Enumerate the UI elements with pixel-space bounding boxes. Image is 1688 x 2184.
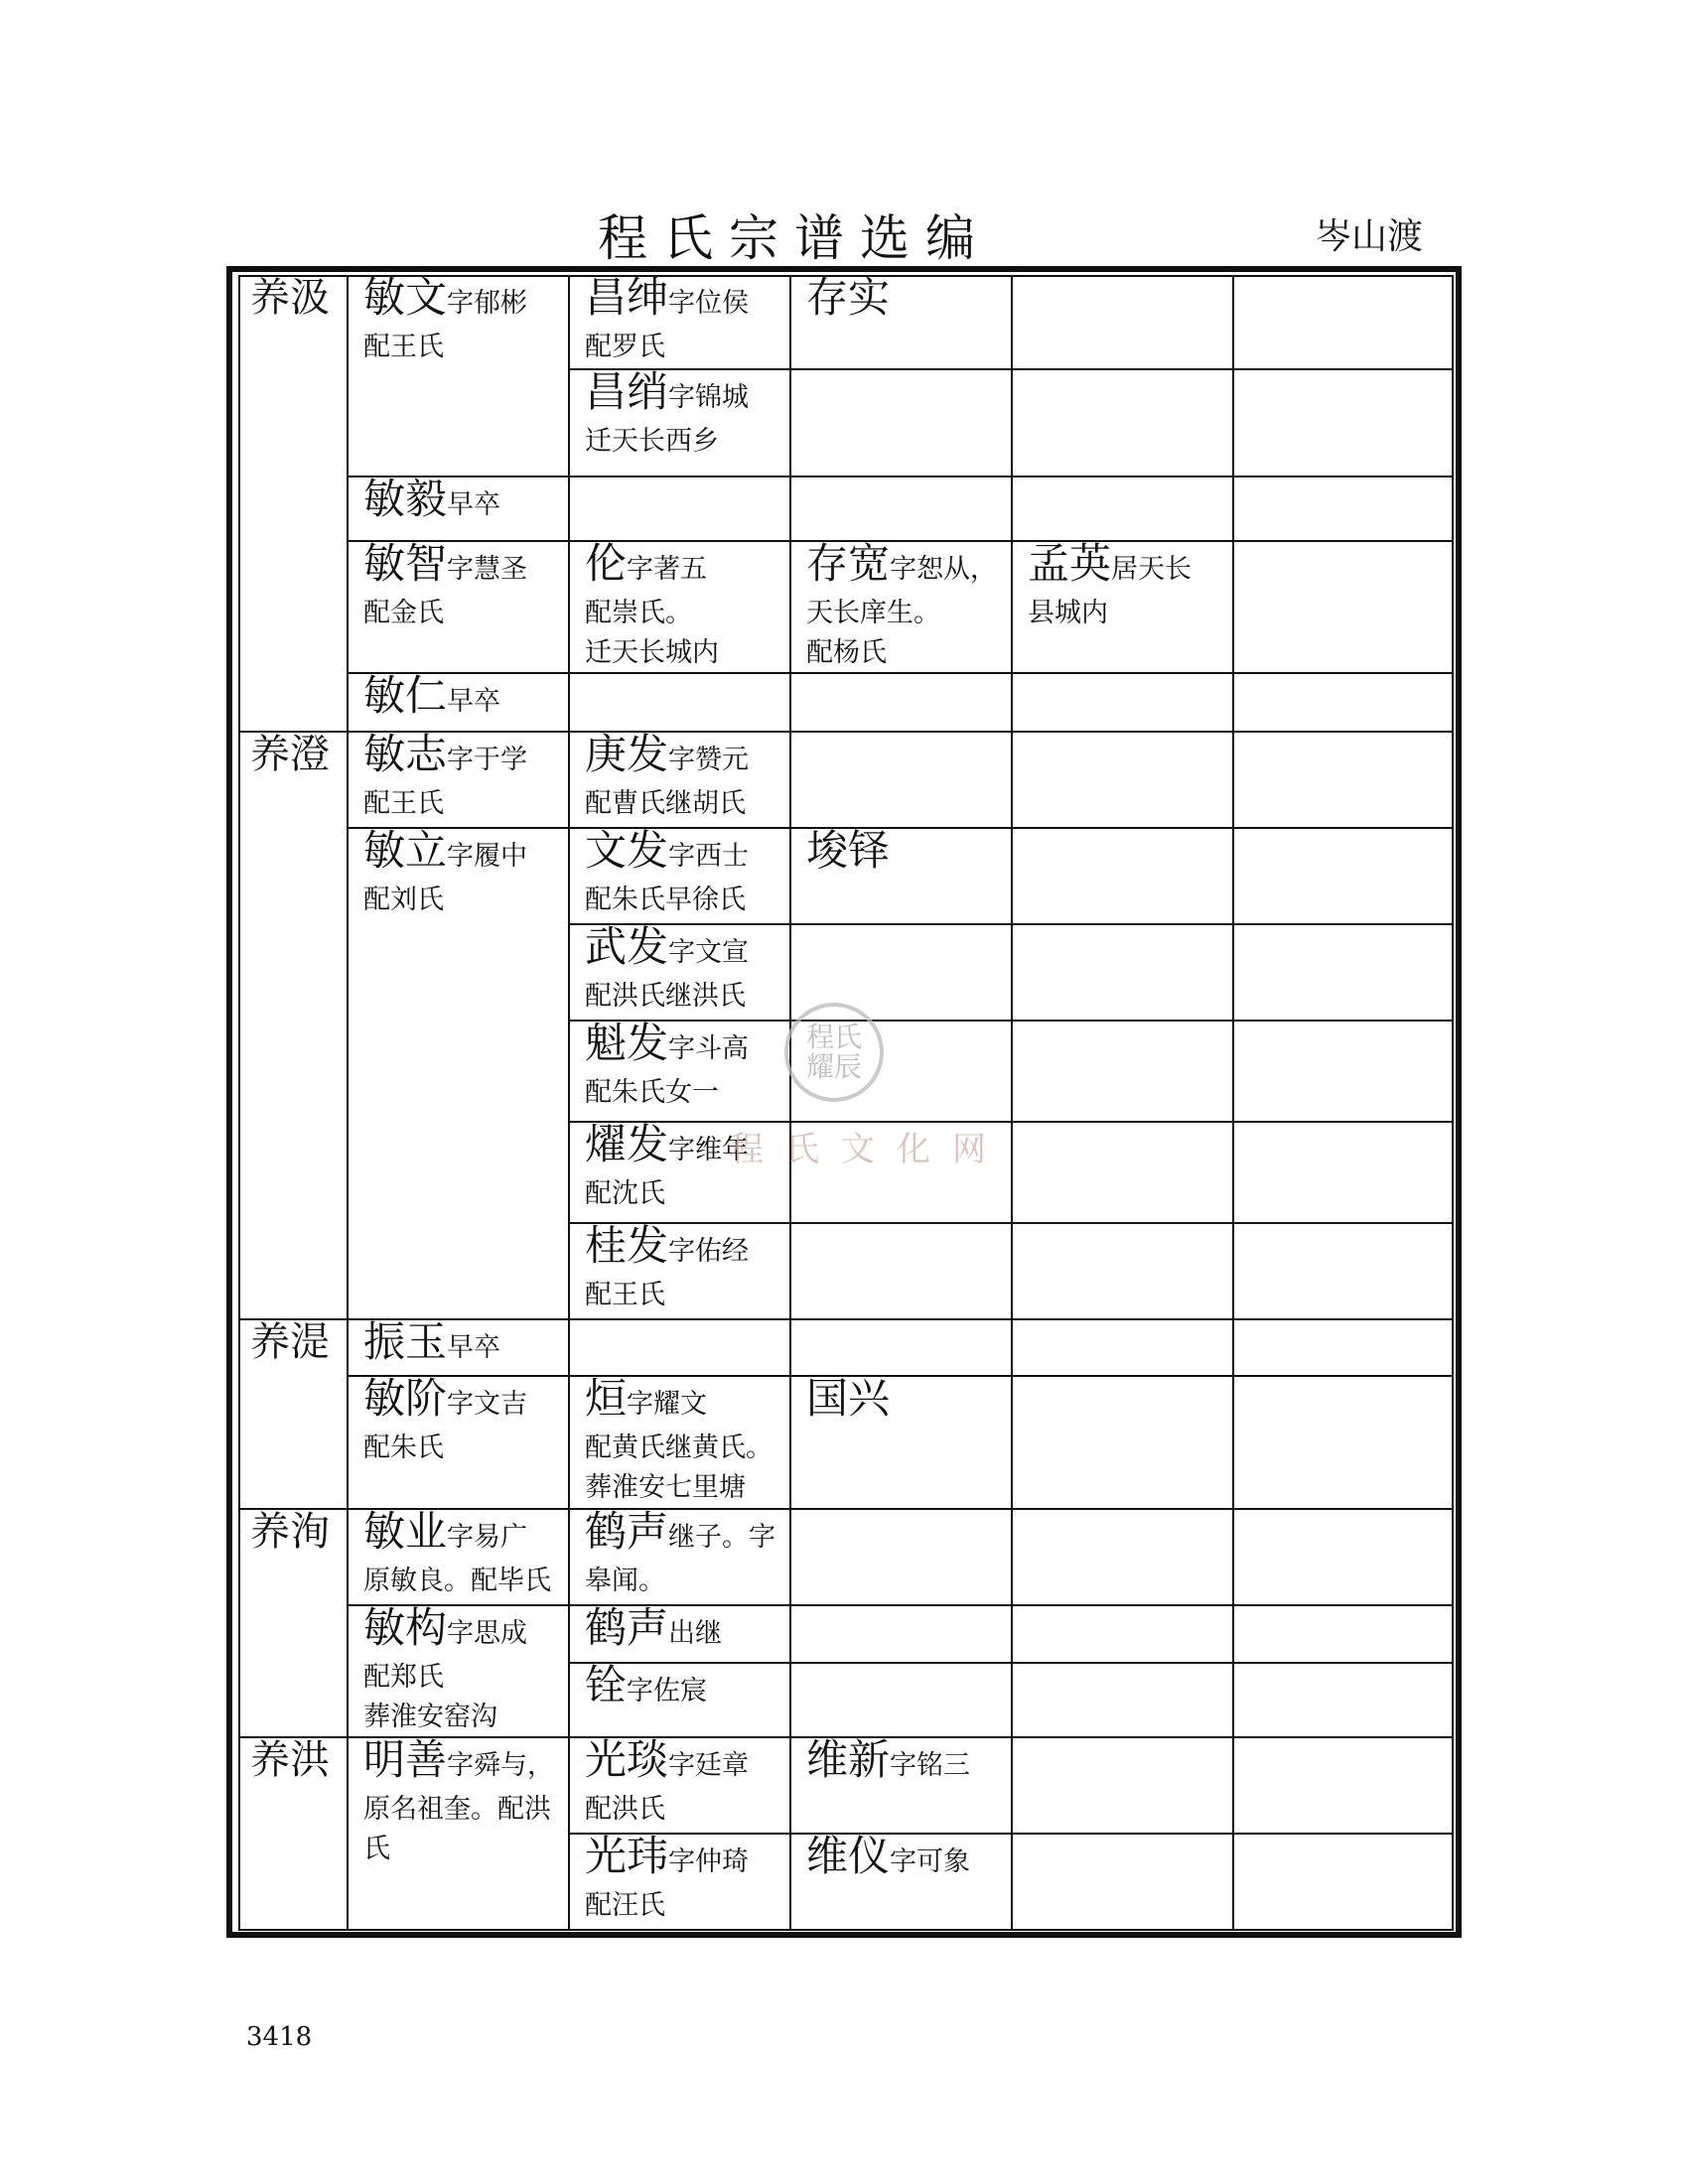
person-detail: 配汪氏 — [585, 1890, 665, 1921]
person-note: 字慧圣 — [447, 554, 528, 585]
person-note: 字思成 — [447, 1618, 528, 1649]
person-detail: 县城内 — [1028, 598, 1108, 628]
person-note: 出继 — [668, 1618, 723, 1649]
person-entry — [569, 1376, 790, 1508]
person-name: 光玮 — [585, 1834, 669, 1880]
person-name: 光琰 — [585, 1737, 669, 1784]
person-entry — [348, 1319, 569, 1372]
person-name: 烜 — [585, 1376, 628, 1423]
person-entry — [790, 1376, 1012, 1429]
person-entry — [569, 541, 790, 673]
person-name: 燿发 — [585, 1122, 669, 1168]
person-entry — [348, 275, 569, 367]
person-note: 字佐宸 — [627, 1676, 708, 1706]
person-detail: 配金氏 — [363, 598, 444, 628]
person-detail: 配王氏 — [585, 1280, 665, 1310]
generation-name: 养洵 — [250, 1509, 330, 1553]
person-name: 桂发 — [585, 1223, 669, 1270]
generation-name: 养洪 — [250, 1737, 330, 1781]
person-name: 昌绡 — [585, 369, 669, 416]
person-entry — [790, 1737, 1012, 1790]
person-name: 鹤声 — [585, 1509, 669, 1556]
generation-name: 养汲 — [250, 275, 330, 319]
person-entry — [569, 1021, 790, 1113]
person-entry — [348, 673, 569, 726]
person-note: 字郁彬 — [447, 288, 528, 319]
person-detail: 皋闻。 — [585, 1566, 665, 1596]
person-name: 铨 — [585, 1663, 628, 1709]
person-note: 字文宣 — [668, 937, 750, 968]
person-note: 早卒 — [447, 1332, 501, 1363]
person-note: 早卒 — [447, 686, 501, 717]
person-note: 字履中 — [447, 841, 528, 872]
person-name: 敏立 — [363, 828, 448, 875]
person-name: 振玉 — [363, 1319, 448, 1366]
person-entry — [569, 1223, 790, 1315]
person-detail: 配王氏 — [363, 788, 444, 819]
person-name: 文发 — [585, 828, 669, 875]
person-name: 敏仁 — [363, 673, 448, 720]
person-entry — [348, 732, 569, 824]
person-entry — [790, 1834, 1012, 1886]
generation-name: 养湜 — [250, 1319, 330, 1363]
person-detail: 配沈氏 — [585, 1178, 665, 1209]
person-detail: 配黄氏继黄氏。 — [585, 1433, 773, 1463]
person-note: 字维年 — [668, 1135, 750, 1165]
person-detail: 氏 — [363, 1834, 390, 1864]
person-note: 字锦城 — [668, 382, 750, 413]
person-detail: 葬淮安七里塘 — [585, 1472, 746, 1503]
person-entry — [569, 1737, 790, 1830]
person-name: 敏智 — [363, 541, 448, 588]
person-note: 字廷章 — [668, 1750, 750, 1781]
person-note: 字恕从， — [890, 554, 998, 585]
watermark-seal: 程氏 耀辰 — [784, 1003, 884, 1102]
person-name: 敏毅 — [363, 477, 448, 523]
person-name: 敏志 — [363, 732, 448, 778]
person-note: 字铭三 — [890, 1750, 971, 1781]
person-note: 字佑经 — [668, 1236, 750, 1267]
person-note: 字仲琦 — [668, 1846, 750, 1877]
person-entry — [569, 828, 790, 920]
person-name: 埈铎 — [806, 828, 891, 875]
person-note: 字易广 — [447, 1522, 528, 1553]
person-entry — [348, 828, 569, 920]
person-entry — [348, 541, 569, 633]
person-name: 敏业 — [363, 1509, 448, 1556]
person-name: 存实 — [806, 275, 891, 322]
person-note: 字著五 — [627, 554, 708, 585]
person-detail: 配郑氏 — [363, 1662, 444, 1693]
person-detail: 配曹氏继胡氏 — [585, 788, 746, 819]
person-detail: 配洪氏继洪氏 — [585, 981, 746, 1012]
person-note: 字耀文 — [627, 1389, 708, 1420]
person-name: 魁发 — [585, 1021, 669, 1067]
branch-label: 岑山渡 — [1316, 216, 1424, 257]
person-name: 孟英 — [1028, 541, 1112, 588]
person-entry — [569, 275, 790, 367]
person-name: 敏阶 — [363, 1376, 448, 1423]
person-entry — [790, 275, 1012, 328]
person-name: 武发 — [585, 924, 669, 971]
person-name: 伦 — [585, 541, 628, 588]
person-detail: 天长庠生。 — [806, 598, 940, 628]
column-divider — [1232, 275, 1234, 1931]
person-detail: 迁天长城内 — [585, 637, 719, 668]
person-detail: 原敏良。配毕氏 — [363, 1566, 551, 1596]
person-name: 明善 — [363, 1737, 448, 1784]
person-name: 维新 — [806, 1737, 891, 1784]
person-name: 存宽 — [806, 541, 891, 588]
person-note: 字文吉 — [447, 1389, 528, 1420]
person-name: 敏文 — [363, 275, 448, 322]
person-note: 字西士 — [668, 841, 750, 872]
person-name: 昌绅 — [585, 275, 669, 322]
person-note: 字舜与， — [447, 1750, 555, 1781]
person-entry — [348, 1509, 569, 1601]
person-detail: 配罗氏 — [585, 332, 665, 362]
person-note: 字可象 — [890, 1846, 971, 1877]
person-name: 敏构 — [363, 1605, 448, 1652]
person-entry — [569, 1509, 790, 1601]
person-detail: 葬淮安窑沟 — [363, 1702, 497, 1732]
person-entry — [569, 732, 790, 824]
person-detail: 配朱氏女一 — [585, 1077, 719, 1108]
person-entry — [790, 828, 1012, 881]
person-entry — [790, 541, 1012, 673]
page-title: 程氏宗谱选编 — [598, 209, 991, 267]
person-entry — [348, 477, 569, 529]
generation-name: 养澄 — [250, 732, 330, 775]
person-name: 国兴 — [806, 1376, 891, 1423]
page-number: 3418 — [246, 2022, 313, 2052]
person-name: 庚发 — [585, 732, 669, 778]
person-entry — [569, 1834, 790, 1926]
person-entry — [569, 1663, 790, 1715]
person-note: 字斗高 — [668, 1033, 750, 1064]
person-note: 继子。字 — [668, 1522, 776, 1553]
person-detail: 配朱氏 — [363, 1433, 444, 1463]
person-entry — [348, 1605, 569, 1737]
person-detail: 配洪氏 — [585, 1794, 665, 1825]
person-detail: 配刘氏 — [363, 885, 444, 915]
person-detail: 配崇氏。 — [585, 598, 692, 628]
person-note: 字赞元 — [668, 745, 750, 775]
person-note: 字位侯 — [668, 288, 750, 319]
person-detail: 配杨氏 — [806, 637, 887, 668]
person-entry — [1012, 541, 1233, 633]
person-entry — [569, 1605, 790, 1658]
person-entry — [569, 924, 790, 1017]
person-detail: 配朱氏早徐氏 — [585, 885, 746, 915]
person-name: 鹤声 — [585, 1605, 669, 1652]
person-entry — [348, 1376, 569, 1468]
column-divider — [1011, 275, 1013, 1931]
person-entry — [569, 369, 790, 462]
person-detail: 原名祖奎。配洪 — [363, 1794, 551, 1825]
person-note: 早卒 — [447, 489, 501, 520]
watermark-text: 程氏文化网 — [730, 1130, 1008, 1169]
person-name: 维仪 — [806, 1834, 891, 1880]
person-note: 字于学 — [447, 745, 528, 775]
person-note: 居天长 — [1111, 554, 1193, 585]
person-entry — [348, 1737, 569, 1869]
person-detail: 迁天长西乡 — [585, 426, 719, 457]
person-detail: 配王氏 — [363, 332, 444, 362]
